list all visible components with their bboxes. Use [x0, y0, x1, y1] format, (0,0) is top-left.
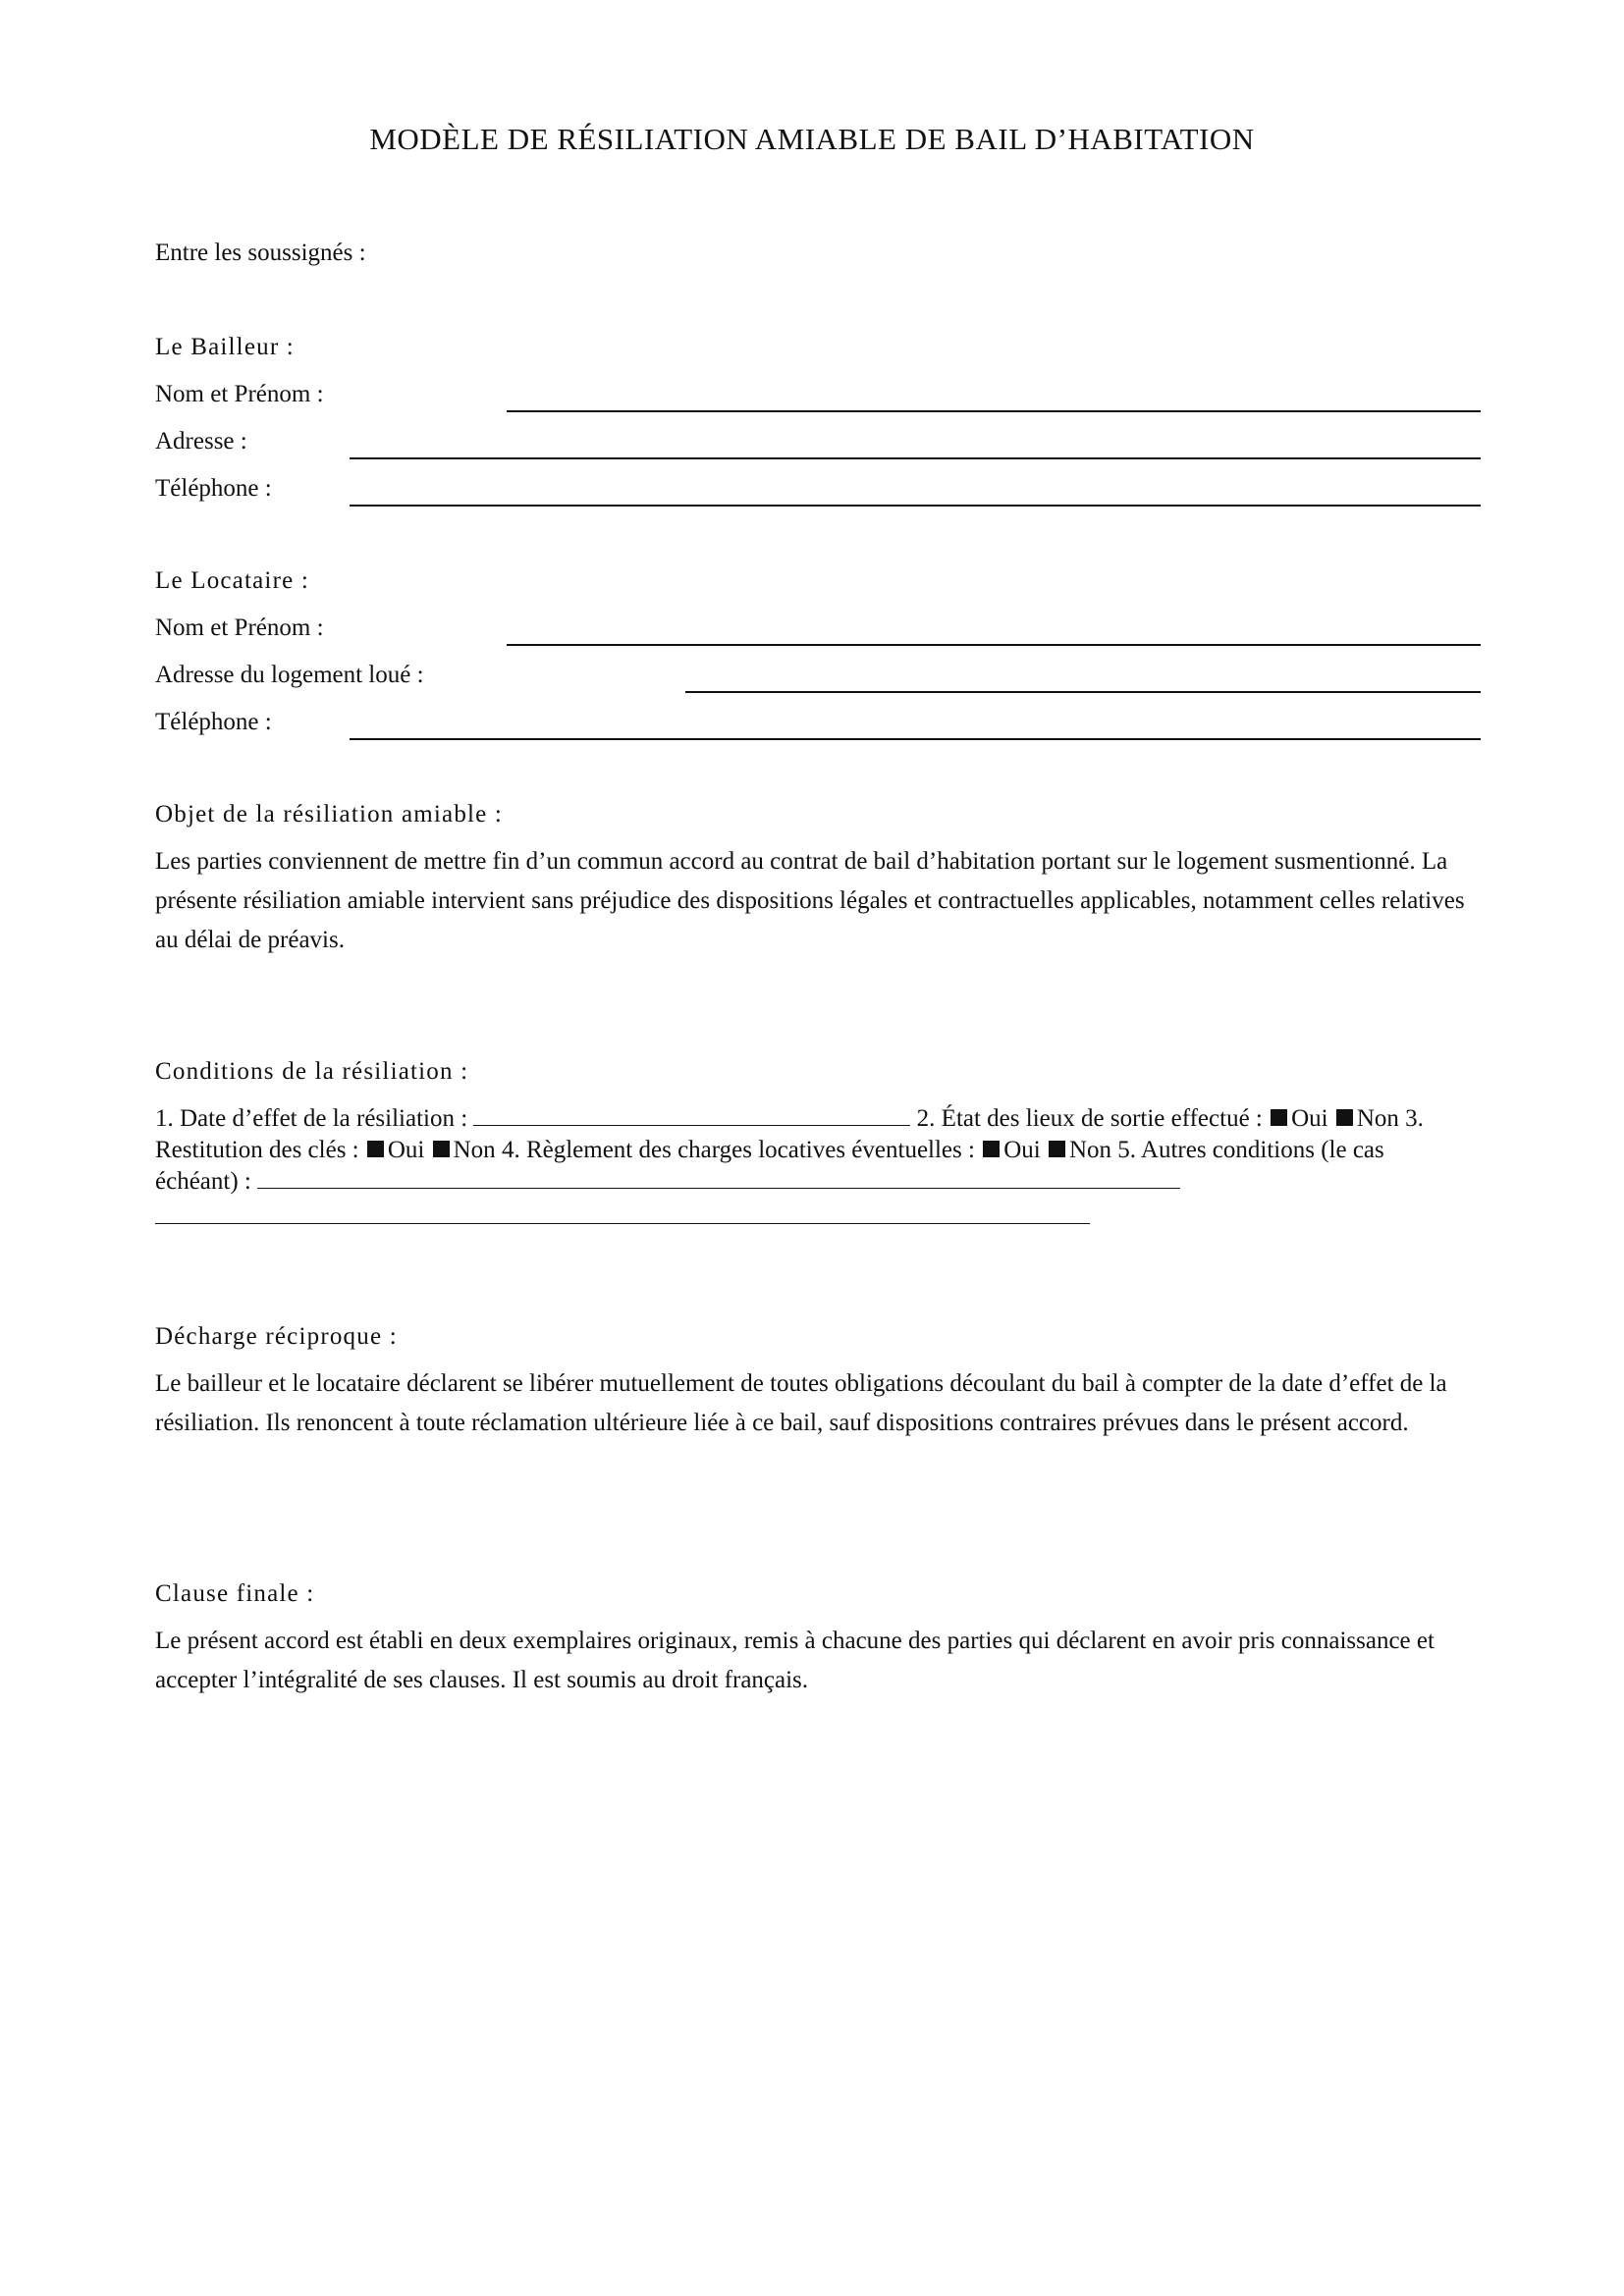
conditions-heading: Conditions de la résiliation : [155, 1058, 469, 1085]
locataire-name-label: Nom et Prénom : [155, 614, 324, 641]
oui-label: Oui [1003, 1137, 1041, 1163]
condition-1-label: 1. Date d’effet de la résiliation : [155, 1105, 468, 1132]
oui-label: Oui [1291, 1105, 1328, 1132]
date-effet-field[interactable] [473, 1103, 910, 1126]
bailleur-phone-field[interactable] [350, 505, 1481, 507]
checkbox-etat-oui[interactable] [1271, 1109, 1287, 1126]
condition-2-label: 2. État des lieux de sortie effectué : [916, 1105, 1263, 1132]
bailleur-address-label: Adresse : [155, 428, 247, 454]
clause-heading: Clause finale : [155, 1580, 315, 1607]
non-label: Non [1356, 1105, 1399, 1132]
decharge-text: Le bailleur et le locataire déclarent se libérer mutuellement de toutes obligations découlant du bail à compter de la date d’effet de la résiliation. Ils renoncent à toute réclamation ultérieure liée à ce bail, sauf dispositions contraires prévues dans le présent accord. [155, 1370, 1447, 1436]
autres-conditions-field[interactable] [257, 1166, 1180, 1189]
locataire-address-field[interactable] [685, 691, 1481, 693]
clause-text: Le présent accord est établi en deux exemplaires originaux, remis à chacune des parties qui déclarent en avoir pris connaissance et accepter l’intégralité de ses clauses. Il est soumis au droit français. [155, 1628, 1435, 1693]
autres-conditions-field-line-2[interactable] [155, 1223, 1090, 1224]
non-label: Non [453, 1137, 496, 1163]
condition-3-label: 3. Restitution des clés : [155, 1105, 1424, 1163]
non-label: Non [1068, 1137, 1112, 1163]
checkbox-charges-non[interactable] [1049, 1141, 1065, 1157]
locataire-address-label: Adresse du logement loué : [155, 662, 424, 688]
objet-text: Les parties conviennent de mettre fin d’un commun accord au contrat de bail d’habitation portant sur le logement susmentionné. La présente résiliation amiable intervient sans préjudice des dispositions légales et contractuelles applicables, notamment celles relatives au délai de préavis. [155, 848, 1465, 953]
conditions-text [155, 1103, 1471, 1198]
condition-5-label: 5. Autres conditions (le cas échéant) : [155, 1137, 1384, 1195]
bailleur-address-field[interactable] [350, 457, 1481, 459]
bailleur-heading: Le Bailleur : [155, 334, 295, 360]
locataire-phone-field[interactable] [350, 738, 1481, 740]
bailleur-name-field[interactable] [507, 410, 1481, 412]
intro-text: Entre les soussignés : [155, 240, 366, 266]
checkbox-cles-non[interactable] [433, 1141, 450, 1157]
checkbox-cles-oui[interactable] [367, 1141, 384, 1157]
locataire-heading: Le Locataire : [155, 567, 309, 594]
bailleur-phone-label: Téléphone : [155, 475, 272, 502]
condition-4-label: 4. Règlement des charges locatives éventuelles : [501, 1137, 975, 1163]
locataire-phone-label: Téléphone : [155, 709, 272, 735]
bailleur-name-label: Nom et Prénom : [155, 381, 324, 407]
document-title: MODÈLE DE RÉSILIATION AMIABLE DE BAIL D’HABITATION [369, 122, 1255, 156]
checkbox-charges-oui[interactable] [983, 1141, 1000, 1157]
oui-label: Oui [387, 1137, 425, 1163]
decharge-heading: Décharge réciproque : [155, 1323, 398, 1350]
locataire-name-field[interactable] [507, 644, 1481, 646]
objet-heading: Objet de la résiliation amiable : [155, 801, 504, 828]
checkbox-etat-non[interactable] [1336, 1109, 1353, 1126]
